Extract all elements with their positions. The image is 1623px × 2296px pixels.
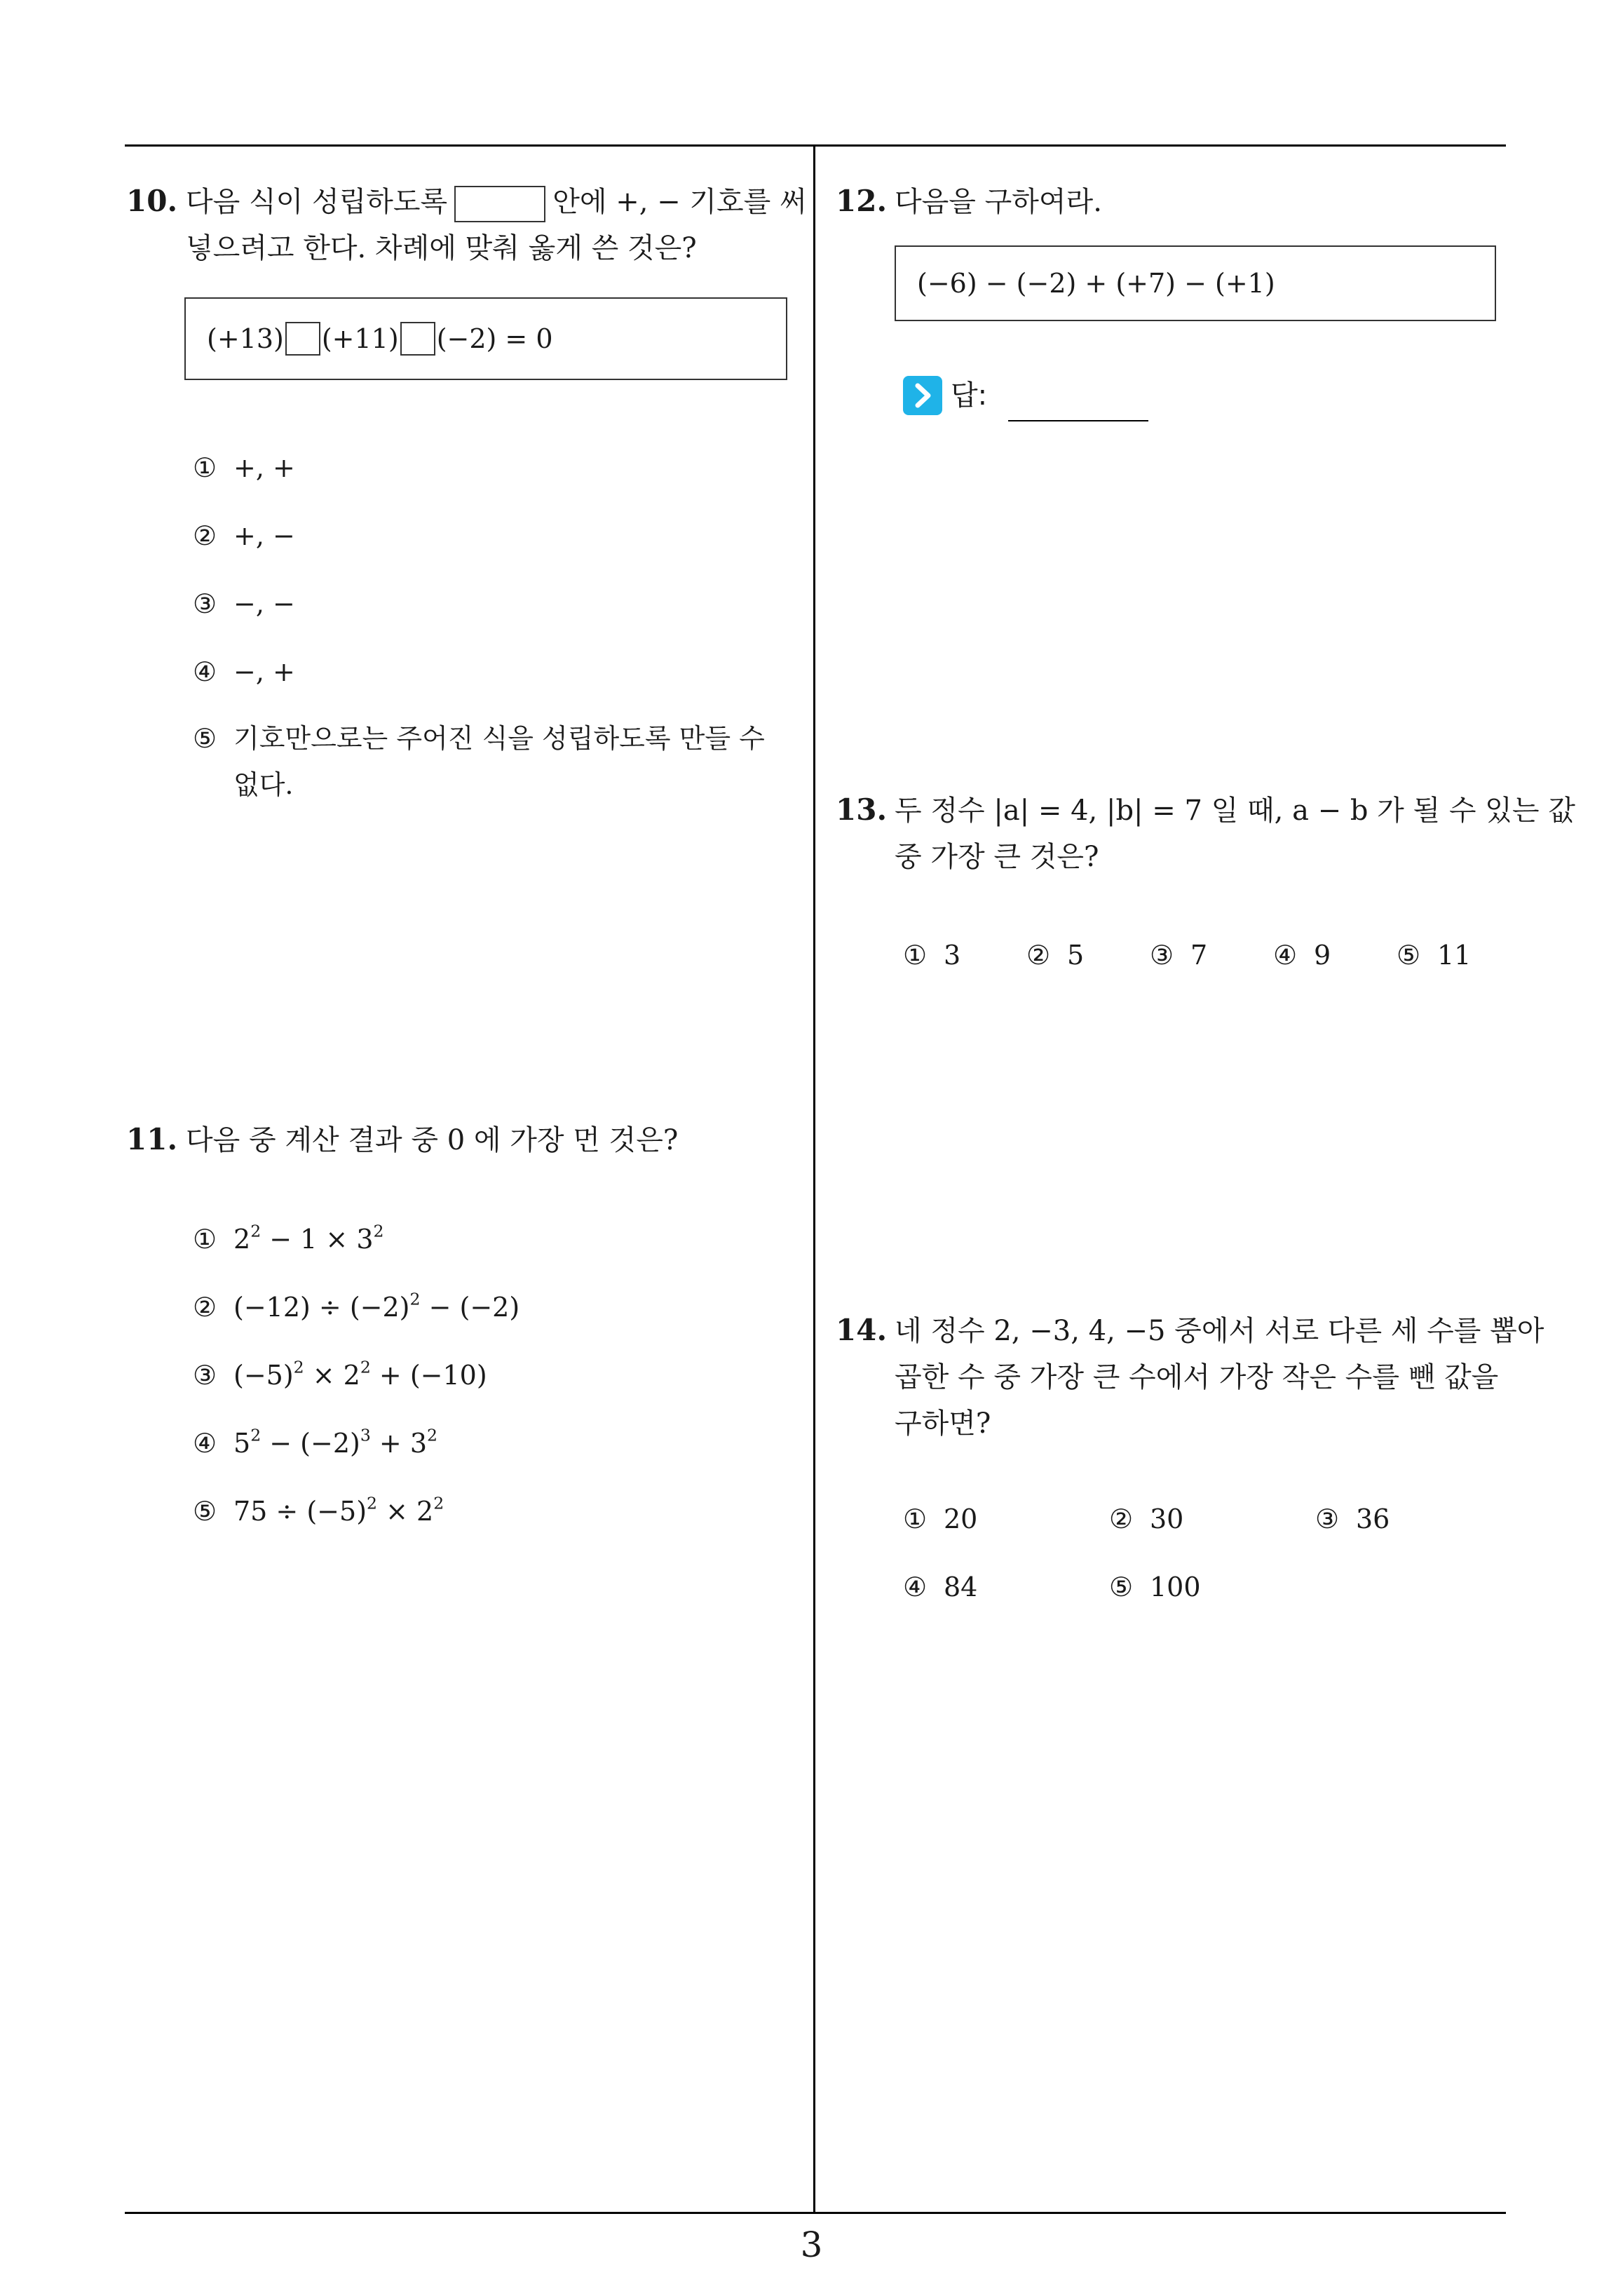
choice-number: ② — [1109, 1504, 1134, 1534]
q13-choice-5[interactable] — [1397, 940, 1471, 971]
question-14-text-line3: 구하면? — [895, 1407, 991, 1440]
choice-text: 9 — [1314, 940, 1331, 971]
q10-choice-2[interactable] — [193, 520, 295, 551]
question-13-text-line2: 중 가장 큰 것은? — [895, 841, 1099, 873]
blank-2 — [400, 322, 435, 356]
q13-choice-3[interactable] — [1150, 940, 1207, 971]
question-13-number: 13. — [836, 792, 888, 827]
choice-number: ② — [193, 1292, 217, 1323]
choice-text: 7 — [1190, 940, 1208, 971]
expr: − (−2) — [261, 1428, 360, 1459]
question-14-text — [895, 1308, 1544, 1447]
answer-blank-box — [454, 186, 545, 222]
choice-number: ④ — [193, 656, 217, 687]
choice-text-line2: 없다. — [233, 769, 294, 800]
expr: + (−10) — [370, 1360, 487, 1391]
choice-number: ③ — [193, 588, 217, 619]
choice-text: 100 — [1150, 1572, 1201, 1602]
question-12-expression-box: (−6) − (−2) + (+7) − (+1) — [895, 245, 1496, 321]
expr: (−12) ÷ (−2) — [233, 1292, 410, 1323]
choice-text: −, + — [233, 656, 295, 687]
expr-term-2: (+11) — [321, 323, 399, 354]
choice-text: 5 — [1067, 940, 1085, 971]
q14-choice-1[interactable] — [903, 1504, 977, 1534]
question-10-number: 10. — [126, 184, 178, 218]
exponent: 3 — [360, 1425, 371, 1445]
q13-choice-2[interactable] — [1026, 940, 1084, 971]
question-14-text-line2: 곱한 수 중 가장 큰 수에서 가장 작은 수를 뺀 값을 — [895, 1361, 1499, 1393]
choice-number: ④ — [193, 1428, 217, 1459]
question-14-number: 14. — [836, 1313, 888, 1347]
choice-number: ③ — [1315, 1504, 1340, 1534]
choice-text: 84 — [944, 1572, 978, 1602]
choice-number: ⑤ — [1397, 940, 1421, 971]
exponent: 2 — [433, 1493, 444, 1513]
exponent: 2 — [367, 1493, 378, 1513]
question-11-number: 11. — [126, 1122, 178, 1156]
q11-choice-3[interactable] — [193, 1357, 487, 1391]
question-10-text-line2: 넣으려고 한다. 차례에 맞춰 옳게 쓴 것은? — [186, 232, 697, 264]
choice-number: ⑤ — [193, 1496, 217, 1527]
exponent: 2 — [373, 1221, 384, 1241]
choice-text: 3 — [944, 940, 961, 971]
choice-number: ⑤ — [1109, 1572, 1134, 1602]
choice-text: −, − — [233, 588, 295, 619]
expr: − 1 × 3 — [261, 1224, 374, 1255]
choice-number: ③ — [1150, 940, 1174, 971]
expr: 5 — [233, 1428, 251, 1459]
q10-choice-3[interactable] — [193, 588, 295, 619]
q11-choice-1[interactable] — [193, 1221, 384, 1255]
expr: × 2 — [377, 1496, 434, 1527]
q11-choice-5[interactable] — [193, 1493, 444, 1527]
choice-text: 30 — [1150, 1504, 1184, 1534]
q13-choice-1[interactable] — [903, 940, 960, 971]
choice-number: ② — [193, 520, 217, 551]
expr-term-1: (+13) — [207, 323, 284, 354]
expr: (−5) — [233, 1360, 294, 1391]
choice-text: 20 — [944, 1504, 978, 1534]
choice-text-line1: 기호만으로는 주어진 식을 성립하도록 만들 수 — [233, 723, 765, 754]
expr-term-3: (−2) = 0 — [436, 323, 553, 354]
question-13-text-line1: 두 정수 |a| = 4, |b| = 7 일 때, a − b 가 될 수 있는 값 — [895, 795, 1575, 827]
choice-text: +, + — [233, 452, 295, 483]
question-13-text — [895, 788, 1575, 880]
choice-text: +, − — [233, 520, 295, 551]
q14-choice-2[interactable] — [1109, 1504, 1183, 1534]
q14-choice-3[interactable] — [1315, 1504, 1390, 1534]
q10-choice-1[interactable] — [193, 452, 295, 483]
page-number: 3 — [800, 2224, 823, 2265]
expr: 2 — [233, 1224, 251, 1255]
choice-number: ① — [193, 452, 217, 483]
question-10-text-part2: 안에 +, − 기호를 써 — [552, 186, 807, 218]
exponent: 2 — [360, 1357, 371, 1377]
answer-label: 답: — [951, 379, 988, 412]
top-rule — [125, 144, 1506, 147]
chevron-right-icon — [903, 376, 942, 415]
choice-number: ① — [903, 1504, 928, 1534]
expr: + 3 — [370, 1428, 428, 1459]
q13-choice-4[interactable] — [1273, 940, 1331, 971]
q14-choice-5[interactable] — [1109, 1572, 1201, 1602]
choice-number: ⑤ — [193, 723, 217, 754]
question-14-text-line1: 네 정수 2, −3, 4, −5 중에서 서로 다른 세 수를 뽑아 — [895, 1315, 1544, 1347]
column-divider — [813, 147, 815, 2212]
question-12-number: 12. — [836, 184, 888, 218]
expr: 75 ÷ (−5) — [233, 1496, 367, 1527]
exponent: 2 — [250, 1221, 262, 1241]
exponent: 2 — [250, 1425, 262, 1445]
choice-number: ④ — [1273, 940, 1298, 971]
choice-number: ③ — [193, 1360, 217, 1391]
q10-choice-5[interactable] — [193, 715, 765, 808]
question-10-text — [186, 179, 807, 271]
exponent: 2 — [293, 1357, 304, 1377]
choice-text: 36 — [1356, 1504, 1390, 1534]
blank-1 — [285, 322, 320, 356]
question-10-expression-box — [184, 297, 787, 380]
q11-choice-4[interactable] — [193, 1425, 437, 1459]
q14-choice-4[interactable] — [903, 1572, 977, 1602]
exponent: 2 — [409, 1289, 421, 1309]
question-12-text: 다음을 구하여라. — [895, 186, 1102, 218]
q10-choice-4[interactable] — [193, 656, 295, 687]
expr: × 2 — [304, 1360, 360, 1391]
expr: − (−2) — [420, 1292, 520, 1323]
bottom-rule — [125, 2212, 1506, 2214]
question-11-text: 다음 중 계산 결과 중 0 에 가장 먼 것은? — [186, 1124, 679, 1156]
choice-number: ① — [193, 1224, 217, 1255]
q11-choice-2[interactable] — [193, 1289, 520, 1323]
choice-number: ④ — [903, 1572, 928, 1602]
choice-number: ② — [1026, 940, 1051, 971]
exponent: 2 — [427, 1425, 437, 1445]
choice-number: ① — [903, 940, 928, 971]
choice-text: 11 — [1437, 940, 1472, 971]
question-10-text-part1: 다음 식이 성립하도록 — [186, 186, 448, 218]
answer-input-line[interactable] — [1008, 420, 1148, 421]
